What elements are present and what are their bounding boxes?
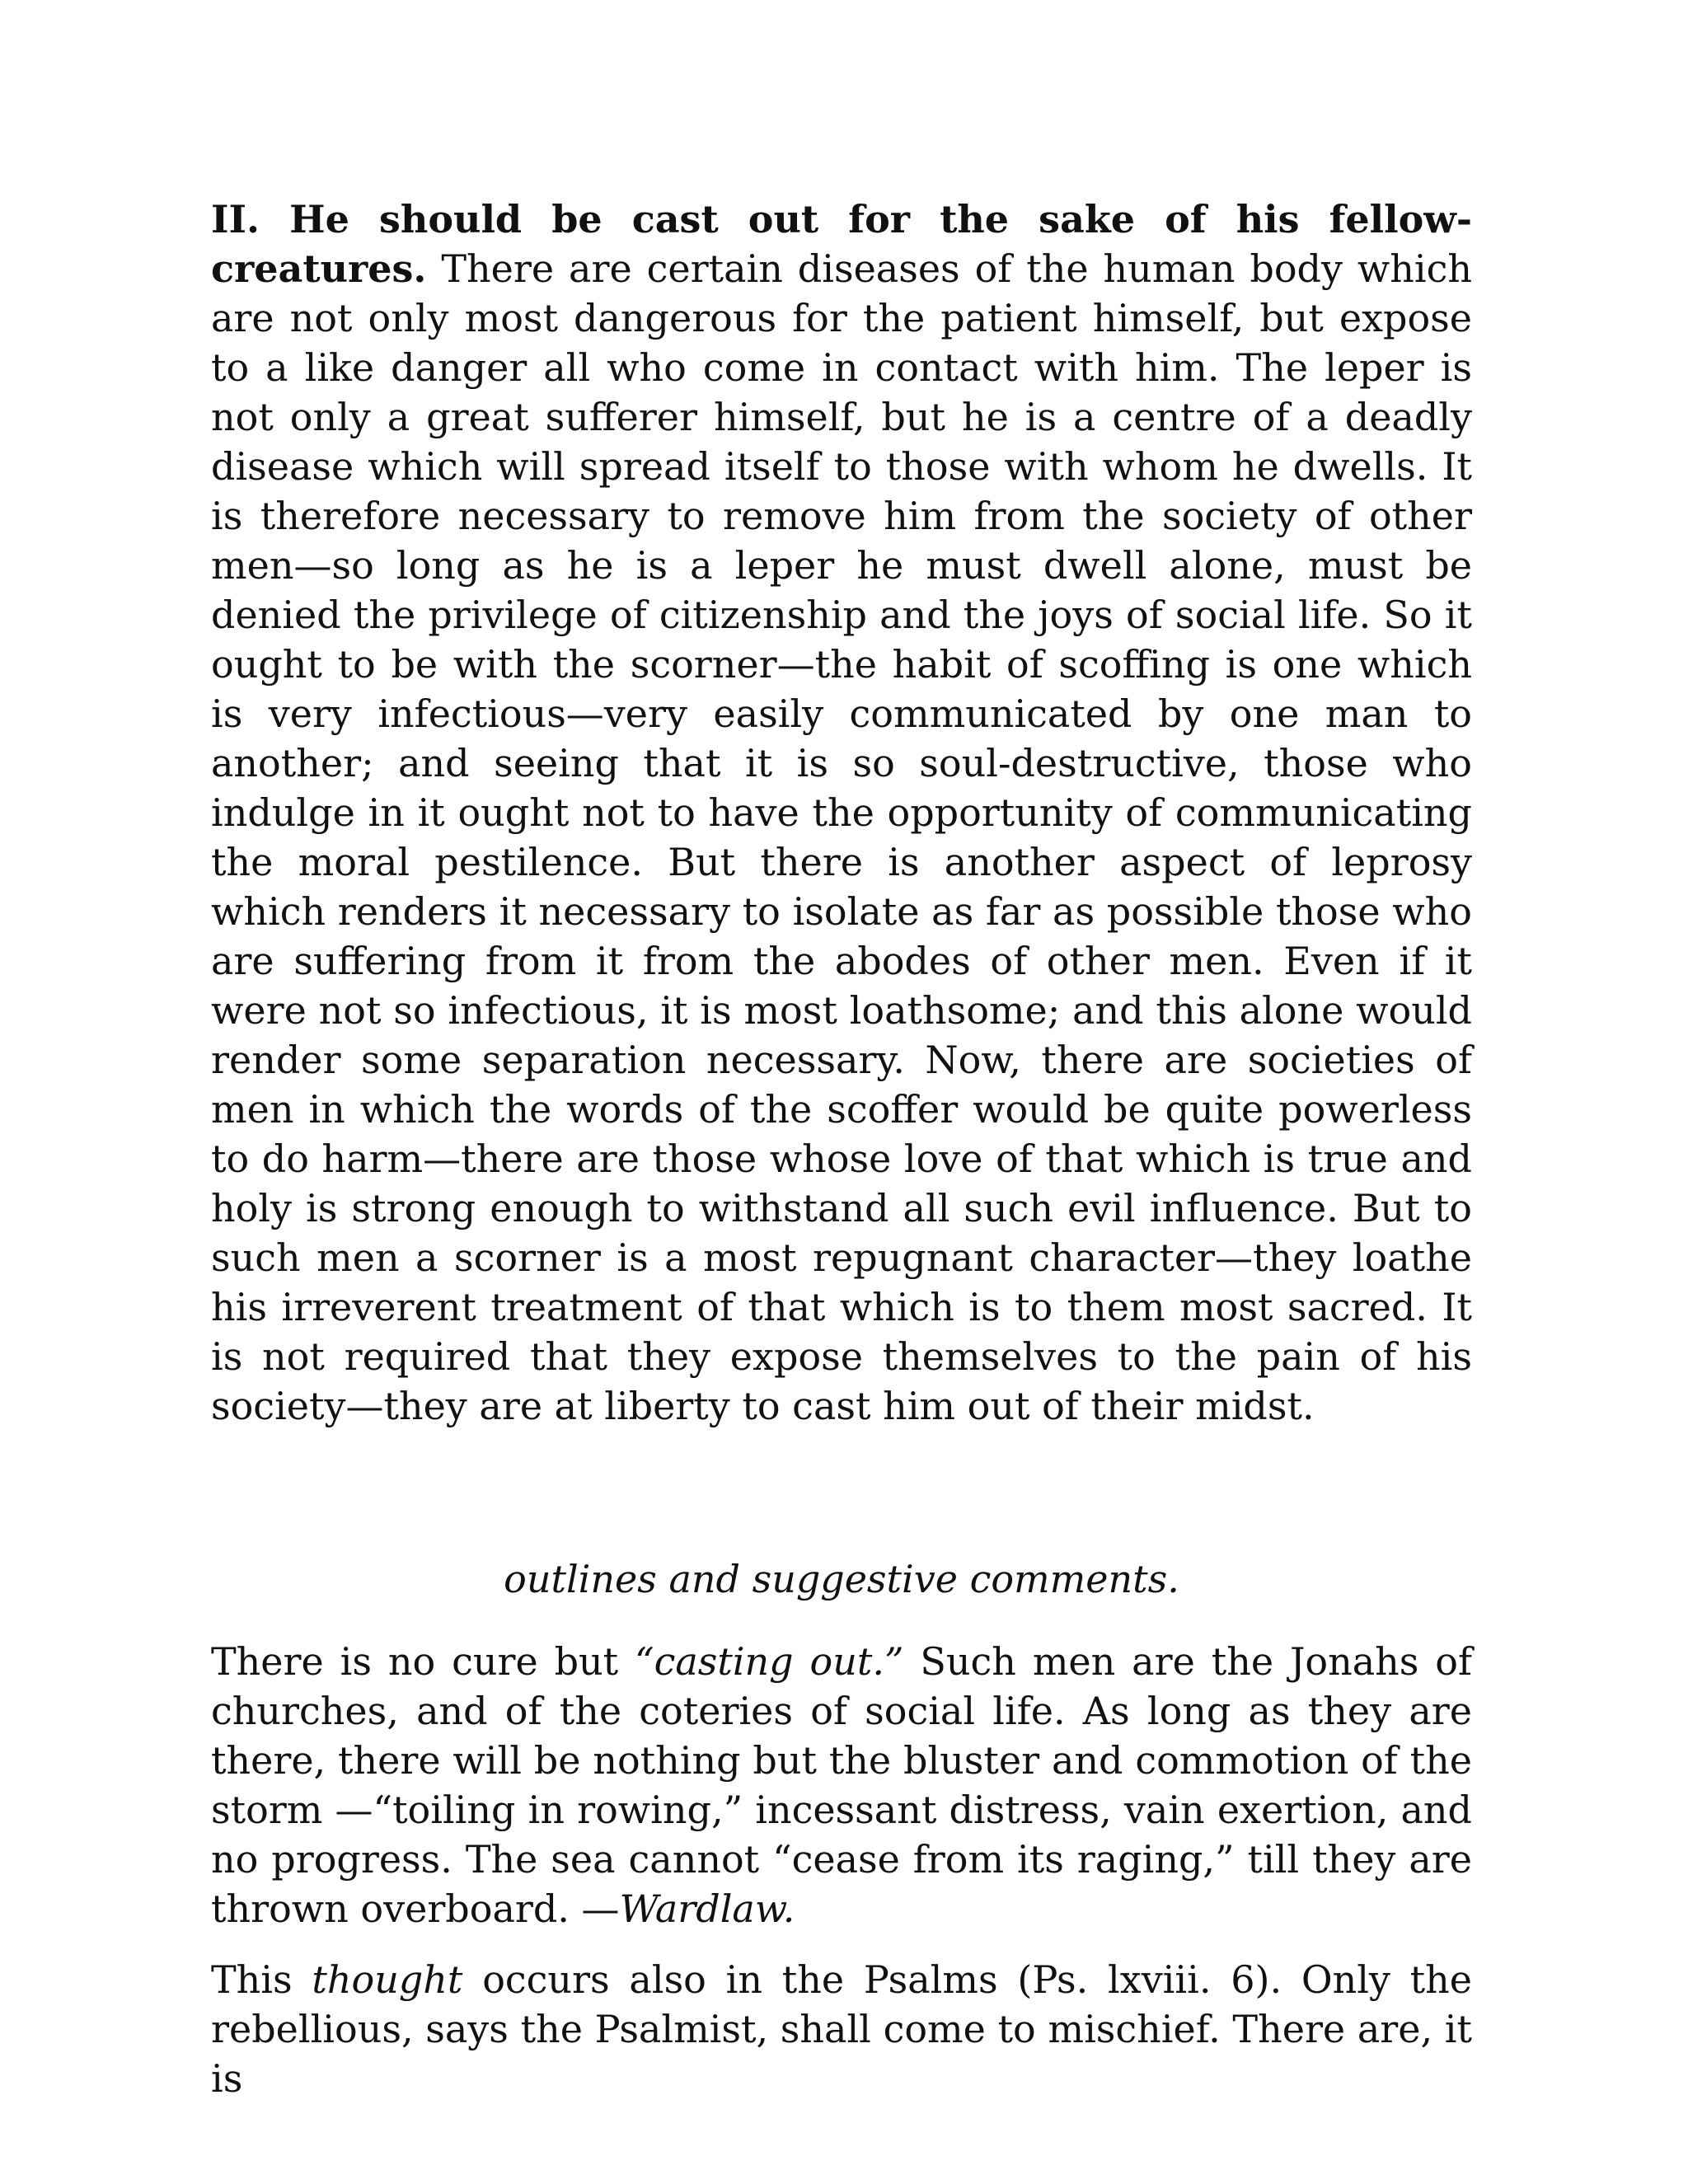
paragraph-text: There is no cure but	[211, 1639, 635, 1684]
paragraph-text: Such men are the Jonahs of churches, and of the coteries of social life. As long as they are there, there will be nothing but the bluster and commotion of the storm —“toiling in rowing,” incessant distress, vain exertion, and no progress. The sea cannot “cease from its raging,” till they are thrown overboard. —	[211, 1639, 1472, 1931]
paragraph-body: There are certain diseases of the human body which are not only most dangerous for the patient himself, but expose to a like danger all who come in contact with him. The leper is not only a great sufferer himself, but he is a centre of a deadly disease which will spread itself to those with whom he dwells. It is therefore necessary to remove him from the society of other men—so long as he is a leper he must dwell alone, must be denied the privilege of citizenship and the joys of social life. So it ought to be with the scorner—the habit of scoffing is one which is very infectious—very easily communicated by one man to another; and seeing that it is so soul-destructive, those who indulge in it ought not to have the opportunity of communicating the moral pestilence. But there is another aspect of leprosy which renders it necessary to isolate as far as possible those who are suffering from it from the abodes of other men. Even if it were not so infectious, it is most loathsome; and this alone would render some separation necessary. Now, there are societies of men in which the words of the scoffer would be quite powerless to do harm—there are those whose love of that which is true and holy is strong enough to withstand all such evil influence. But to such men a scorner is a most repugnant character—they loathe his irreverent treatment of that which is to them most sacred. It is not required that they expose themselves to the pain of his society—they are at liberty to cast him out of their midst.	[211, 246, 1472, 1428]
paragraph-psalms	[211, 1955, 1472, 2103]
paragraph-heading: II. He should be cast out for the sake of his fellow-creatures.	[211, 197, 1472, 291]
emphasis-text: “casting out.”	[635, 1639, 904, 1684]
section-heading: outlines and suggestive comments.	[504, 1557, 1179, 1601]
emphasis-text: thought	[312, 1957, 463, 2002]
paragraph-wardlaw	[211, 1637, 1472, 1933]
paragraph-text: This	[211, 1957, 312, 2002]
attribution: Wardlaw.	[619, 1886, 795, 1931]
paragraph-text: occurs also in the Psalms (Ps. lxviii. 6). Only the rebellious, says the Psalmist, shall come to mischief. There are, it is	[211, 1957, 1473, 2101]
page-content	[211, 194, 1472, 2103]
paragraph-cast-out	[211, 194, 1472, 1431]
